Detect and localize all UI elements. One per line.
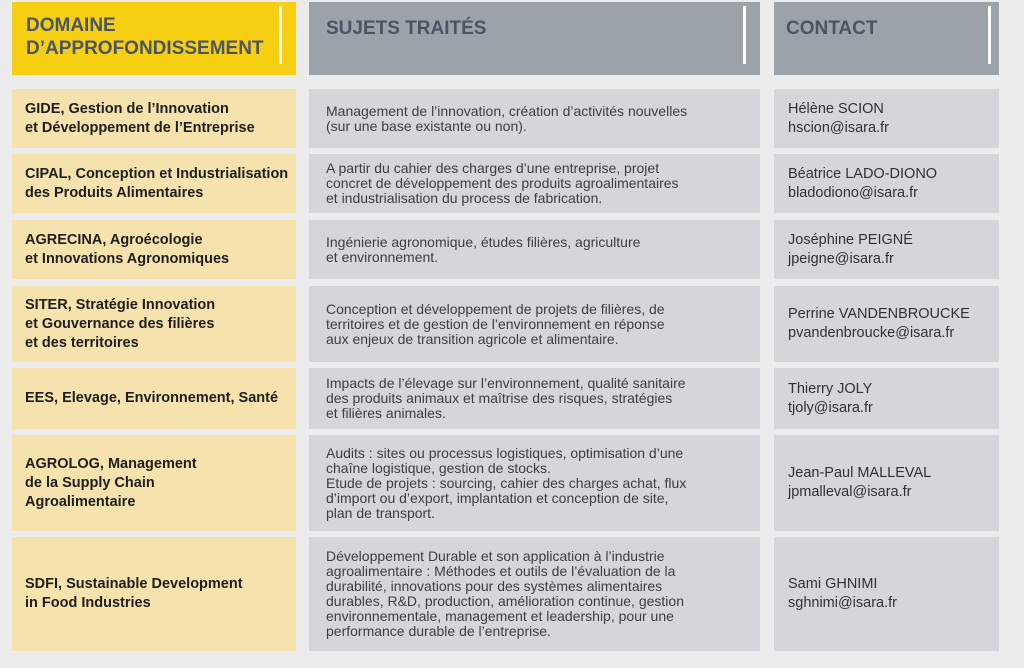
header-subjects-label: SUJETS TRAITÉS [326,18,487,39]
header-domain-label: DOMAINE D’APPROFONDISSEMENT [26,15,264,59]
row-subjects: Conception et développement de projets de filières, de territoires et de gestion de l’environnement en réponse aux enjeux de transition agricole et alimentaire. [309,286,760,362]
row-domain: AGRECINA, Agroécologie et Innovations Agronomiques [12,220,296,279]
row-contact: Joséphine PEIGNÉ jpeigne@isara.fr [774,220,999,279]
row-domain: GIDE, Gestion de l’Innovation et Développement de l’Entreprise [12,89,296,148]
row-subjects: Développement Durable et son application à l’industrie agroalimentaire : Méthodes et outils de l’évaluation de la durabilité, innovations pour des systèmes alimentaires durables, R&D, production, amélioration continue, gestion environnementale, management et leadership, pour une performance durable de l’entreprise. [309,537,760,651]
row-contact: Sami GHNIMI sghnimi@isara.fr [774,537,999,651]
row-domain: SITER, Stratégie Innovation et Gouvernance des filières et des territoires [12,286,296,362]
row-subjects: Audits : sites ou processus logistiques, optimisation d’une chaîne logistique, gestion de stocks. Etude de projets : sourcing, cahier des charges achat, flux d’import ou d’export, implantation et conception de site, plan de transport. [309,435,760,531]
row-domain: CIPAL, Conception et Industrialisation des Produits Alimentaires [12,154,296,213]
header-domain [12,2,296,75]
row-subjects: Impacts de l’élevage sur l’environnement, qualité sanitaire des produits animaux et maîtrise des risques, stratégies et filières animales. [309,368,760,429]
row-contact: Perrine VANDENBROUCKE pvandenbroucke@isara.fr [774,286,999,362]
header-divider [279,6,282,64]
row-subjects: Ingénierie agronomique, études filières, agriculture et environnement. [309,220,760,279]
header-divider [743,6,746,64]
row-domain: SDFI, Sustainable Development in Food Industries [12,537,296,651]
row-contact: Hélène SCION hscion@isara.fr [774,89,999,148]
header-contact [774,2,999,75]
row-domain: AGROLOG, Management de la Supply Chain Agroalimentaire [12,435,296,531]
header-subjects [309,2,760,75]
row-contact: Thierry JOLY tjoly@isara.fr [774,368,999,429]
row-subjects: A partir du cahier des charges d’une entreprise, projet concret de développement des produits agroalimentaires et industrialisation du process de fabrication. [309,154,760,213]
row-domain: EES, Elevage, Environnement, Santé [12,368,296,429]
row-contact: Béatrice LADO-DIONO bladodiono@isara.fr [774,154,999,213]
header-divider [988,6,991,64]
row-contact: Jean-Paul MALLEVAL jpmalleval@isara.fr [774,435,999,531]
row-subjects: Management de l’innovation, création d’activités nouvelles (sur une base existante ou non). [309,89,760,148]
header-contact-label: CONTACT [786,18,878,39]
